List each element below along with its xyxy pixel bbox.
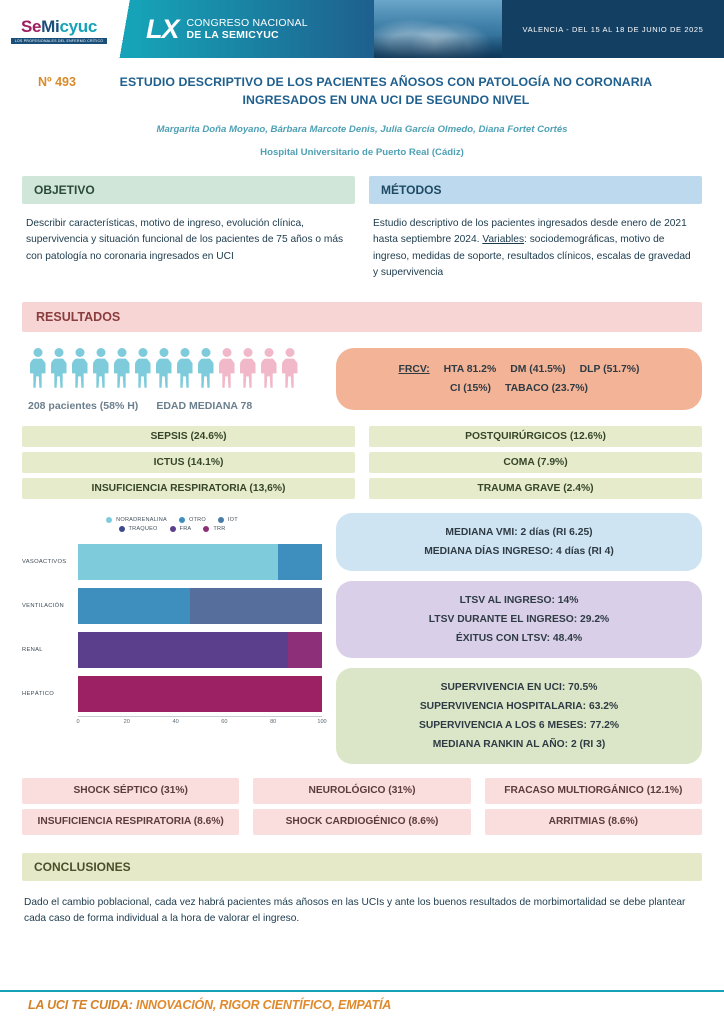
metodos-line-1: Estudio descriptivo de los pacientes ingresados desde enero de 2021 hasta septiembre 2024. [373, 217, 687, 246]
chart-x-axis [76, 716, 327, 730]
footer-slogan-bold: LA UCI TE CUIDA: [28, 998, 133, 1012]
person-icon [259, 348, 278, 390]
complication-item: INSUFICIENCIA RESPIRATORIA (8.6%) [22, 809, 239, 835]
metodos-variables-label: Variables [482, 234, 525, 246]
legend-item [119, 526, 158, 532]
congress-line-1: CONGRESO NACIONAL [186, 16, 308, 29]
title-area [0, 58, 724, 158]
chart-bar-segment [288, 632, 322, 668]
resultados-section [0, 282, 724, 835]
chart-bar-track [78, 632, 322, 668]
chart-bar-segment [78, 544, 278, 580]
chart-bar-track [78, 676, 322, 712]
chart-bar-row [22, 628, 322, 672]
conclusiones-section [0, 835, 724, 928]
legend-item [203, 526, 225, 532]
diagnosis-item: SEPSIS (24.6%) [22, 426, 355, 447]
objetivo-text: Describir características, motivo de ingreso, evolución clínica, supervivencia y situación funcional de los pacientes de 75 años o más con patología no coronaria ingresados en UCI [26, 217, 344, 262]
person-body [240, 358, 256, 388]
legend-swatch-icon [106, 517, 112, 523]
person-body [135, 358, 151, 388]
conclusiones-heading: CONCLUSIONES [22, 853, 702, 881]
person-head [33, 348, 42, 357]
chart-x-tick: 0 [76, 718, 80, 725]
diagnoses-grid [22, 426, 702, 499]
legend-swatch-icon [170, 526, 176, 532]
person-head [159, 348, 168, 357]
patients-caption-row [28, 400, 322, 412]
complications-grid [22, 778, 702, 835]
chart-bar-row [22, 584, 322, 628]
congress-title-block [134, 0, 374, 58]
objetivo-metodos-row [0, 158, 724, 282]
chart-and-cards-row [22, 513, 702, 764]
person-head [264, 348, 273, 357]
metodos-column [369, 176, 702, 282]
chart-x-tick: 40 [172, 718, 179, 725]
frcv-item: HTA 81.2% [443, 363, 497, 375]
chart-bar-segment [78, 632, 288, 668]
frcv-label: FRCV: [398, 363, 430, 375]
title-line [22, 74, 702, 110]
patients-pictogram-block [22, 348, 322, 412]
person-body [177, 358, 193, 388]
chart-category-label: VENTILACIÓN [22, 602, 64, 609]
person-icon [28, 348, 47, 390]
congress-line-2: DE LA SEMICYUC [186, 29, 279, 41]
footer-slogan [28, 998, 391, 1012]
chart-x-tick: 80 [270, 718, 277, 725]
person-body [219, 358, 235, 388]
person-body [72, 358, 88, 388]
legend-label: IOT [227, 516, 238, 523]
legend-label: TRR [213, 525, 226, 532]
outcome-cards [336, 513, 702, 764]
person-body [198, 358, 214, 388]
outcome-card-stay [336, 513, 702, 571]
person-body [93, 358, 109, 388]
footer-slogan-rest: INNOVACIÓN, RIGOR CIENTÍFICO, EMPATÍA [132, 998, 392, 1012]
patients-count-caption: 208 pacientes (58% H) [28, 399, 139, 412]
chart-bar-row [22, 672, 322, 716]
person-icon [49, 348, 68, 390]
legend-label: FRA [179, 525, 192, 532]
person-icon [238, 348, 257, 390]
frcv-item: DLP (51.7%) [579, 363, 640, 375]
diagnosis-item: ICTUS (14.1%) [22, 452, 355, 473]
logo-tagline: LOS PROFESIONALES DEL ENFERMO CRÍTICO [11, 38, 108, 44]
diagnosis-item: POSTQUIRÚRGICOS (12.6%) [369, 426, 702, 447]
diagnosis-item: COMA (7.9%) [369, 452, 702, 473]
chart-bar-track [78, 544, 322, 580]
objetivo-heading: OBJETIVO [22, 176, 355, 204]
legend-label: NORADRENALINA [116, 516, 167, 523]
card-line: LTSV DURANTE EL INGRESO: 29.2% [428, 613, 610, 625]
person-head [285, 348, 294, 357]
chart-legend-row-1 [106, 517, 238, 523]
legend-swatch-icon [179, 517, 185, 523]
poster-footer [0, 990, 724, 1024]
person-icon [217, 348, 236, 390]
logo-mi: Mi [41, 17, 60, 36]
complication-item: ARRITMIAS (8.6%) [485, 809, 702, 835]
card-line: MEDIANA RANKIN AL AÑO: 2 (RI 3) [432, 739, 606, 751]
person-icon [91, 348, 110, 390]
complication-item: FRACASO MULTIORGÁNICO (12.1%) [485, 778, 702, 804]
frcv-item: CI (15%) [450, 382, 492, 394]
person-icon [175, 348, 194, 390]
header-wedge [118, 0, 134, 58]
chart-x-tick: 60 [221, 718, 228, 725]
poster-header [0, 0, 724, 58]
resultados-heading: RESULTADOS [22, 302, 702, 332]
chart-x-tick: 20 [123, 718, 130, 725]
card-line: SUPERVIVENCIA EN UCI: 70.5% [440, 681, 598, 693]
person-head [138, 348, 147, 357]
median-age-caption: EDAD MEDIANA 78 [156, 399, 253, 412]
person-head [54, 348, 63, 357]
chart-bar-segment [78, 588, 190, 624]
complication-item: SHOCK SÉPTICO (31%) [22, 778, 239, 804]
chart-bar-segment [278, 544, 322, 580]
support-measures-chart [22, 513, 327, 730]
legend-label: OTRO [188, 516, 206, 523]
patients-pictogram [28, 348, 322, 390]
legend-item [170, 526, 192, 532]
diagnosis-item: TRAUMA GRAVE (2.4%) [369, 478, 702, 499]
metodos-heading: MÉTODOS [369, 176, 702, 204]
person-body [261, 358, 277, 388]
outcome-card-ltsv [336, 581, 702, 658]
logo-se: Se [20, 17, 42, 36]
card-line: MEDIANA VMI: 2 días (RI 6.25) [445, 526, 593, 538]
card-line: ÉXITUS CON LTSV: 48.4% [455, 632, 583, 644]
diagnosis-item: INSUFICIENCIA RESPIRATORIA (13,6%) [22, 478, 355, 499]
congress-name [187, 17, 308, 41]
legend-item [218, 517, 238, 523]
frcv-item: TABACO (23.7%) [505, 382, 588, 394]
chart-bar-track [78, 588, 322, 624]
legend-item [179, 517, 206, 523]
frcv-row-1 [350, 360, 688, 379]
person-icon [112, 348, 131, 390]
legend-swatch-icon [119, 526, 125, 532]
person-icon [70, 348, 89, 390]
affiliation: Hospital Universitario de Puerto Real (Cádiz) [260, 146, 464, 158]
person-body [282, 358, 298, 388]
chart-bar-row [22, 540, 322, 584]
person-icon [133, 348, 152, 390]
legend-label: TRAQUEO [128, 525, 158, 532]
person-icon [280, 348, 299, 390]
card-line: SUPERVIVENCIA HOSPITALARIA: 63.2% [419, 701, 619, 712]
frcv-card [336, 348, 702, 411]
chart-bar-segment [78, 676, 322, 712]
chart-legend-row-2 [119, 526, 226, 532]
card-line: SUPERVIVENCIA A LOS 6 MESES: 77.2% [418, 720, 620, 732]
person-body [51, 358, 67, 388]
objetivo-column [22, 176, 355, 282]
person-icon [154, 348, 173, 390]
person-body [30, 358, 46, 388]
person-icon [196, 348, 215, 390]
person-body [156, 358, 172, 388]
outcome-card-survival [336, 668, 702, 764]
poster-number: Nº 493 [38, 75, 76, 89]
congress-edition: LX [146, 13, 179, 44]
chart-category-label: HEPÁTICO [22, 690, 55, 697]
chart-bar-segment [190, 588, 322, 624]
person-head [222, 348, 231, 357]
frcv-row-2 [350, 379, 688, 398]
semicyuc-logo [0, 0, 118, 58]
frcv-item: DM (41.5%) [510, 363, 566, 375]
legend-item [106, 517, 167, 523]
congress-date: VALENCIA - DEL 15 AL 18 DE JUNIO DE 2025 [502, 0, 724, 58]
legend-swatch-icon [218, 517, 224, 523]
card-line: MEDIANA DÍAS INGRESO: 4 días (RI 4) [424, 545, 614, 557]
person-head [96, 348, 105, 357]
logo-wordmark [21, 18, 97, 35]
resultados-top-row [22, 348, 702, 412]
chart-category-label: VASOACTIVOS [22, 558, 67, 565]
conclusiones-text: Dado el cambio poblacional, cada vez habrá pacientes más añosos en las UCIs y ante los buenos resultados de morbimortalidad se debe plantear cada caso de forma individual a la hora de valorar el ingreso. [24, 896, 686, 925]
chart-legend [22, 517, 322, 532]
chart-x-tick: 100 [317, 718, 327, 725]
person-head [75, 348, 84, 357]
chart-plot-area [22, 540, 327, 730]
person-head [117, 348, 126, 357]
complication-item: NEUROLÓGICO (31%) [253, 778, 470, 804]
header-venue-photo [374, 0, 502, 58]
authors: Margarita Doña Moyano, Bárbara Marcote Denis, Julia García Olmedo, Diana Fortet Cortés [156, 123, 568, 135]
metodos-text [369, 204, 702, 282]
complication-item: SHOCK CARDIOGÉNICO (8.6%) [253, 809, 470, 835]
person-head [243, 348, 252, 357]
person-head [201, 348, 210, 357]
legend-swatch-icon [203, 526, 209, 532]
metodos-line-2: : sociodemográficas, motivo de ingreso, medidas de soporte, resultados clínicos, escalas de gravedad y supervivencia [373, 234, 691, 279]
card-line: LTSV AL INGRESO: 14% [459, 594, 579, 606]
logo-cyuc: cyuc [59, 17, 98, 36]
person-body [114, 358, 130, 388]
person-head [180, 348, 189, 357]
chart-category-label: RENAL [22, 646, 43, 653]
page-title: ESTUDIO DESCRIPTIVO DE LOS PACIENTES AÑOSOS CON PATOLOGÍA NO CORONARIA INGRESADOS EN UNA UCI DE SEGUNDO NIVEL [119, 75, 653, 107]
